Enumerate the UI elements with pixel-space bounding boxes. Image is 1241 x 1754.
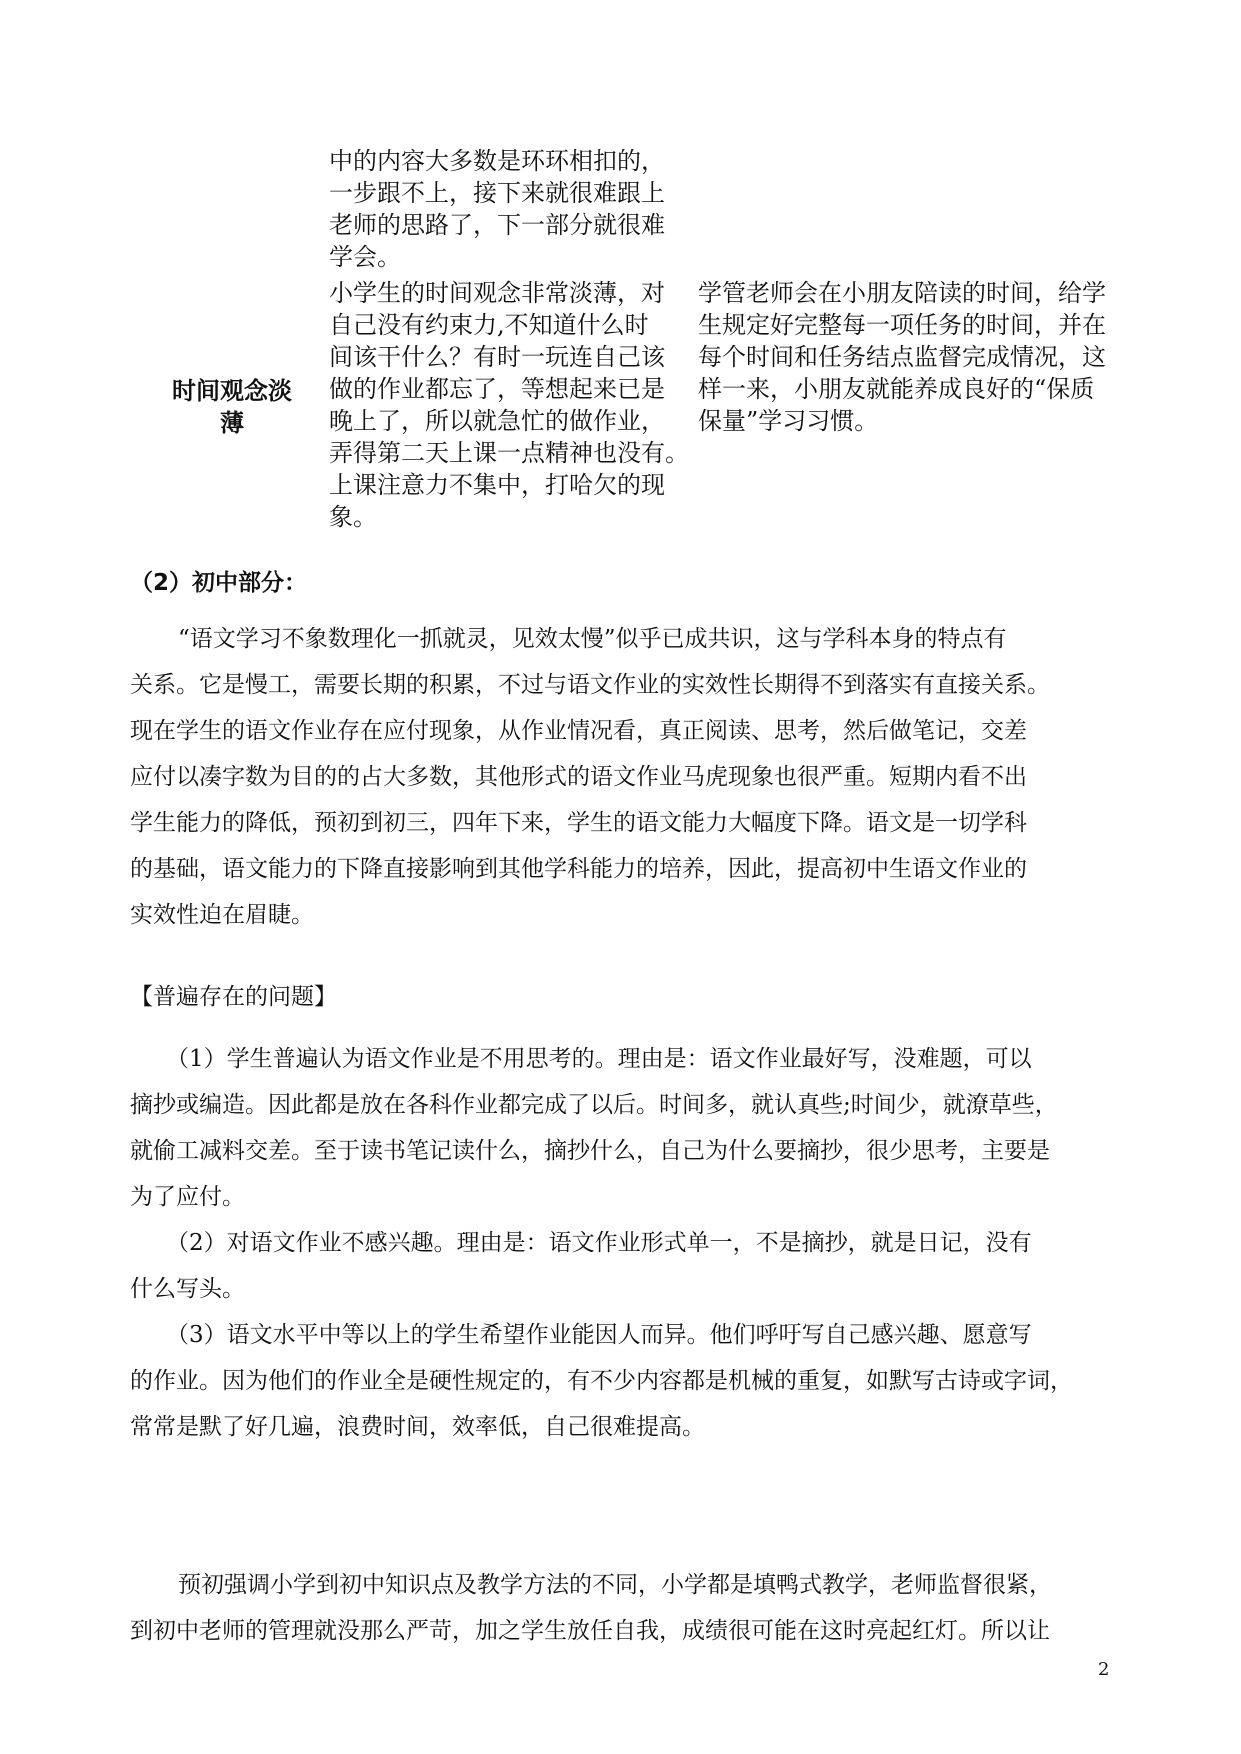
table-cell-line: 小学生的时间观念非常淡薄，对 [329,279,665,307]
paragraph-line: 什么写头。 [130,1276,245,1302]
table-cell-line: 做的作业都忘了，等想起来已是 [329,375,665,403]
paragraph-line: 现在学生的语文作业存在应付现象，从作业情况看，真正阅读、思考，然后做笔记，交差 [130,718,1027,744]
table-solution-cell [698,277,1106,437]
paragraph-line: 摘抄或编造。因此都是放在各科作业都完成了以后。时间多，就认真些;时间少，就潦草些， [130,1092,1058,1118]
paragraph-line: “语文学习不象数理化一抓就灵，见效太慢”似乎已成共识，这与学科本身的特点有 [178,626,1007,652]
table-cell-line: 保量”学习习惯。 [698,407,879,435]
table-cell-line: 学会。 [329,243,401,271]
table-cell-line: 象。 [329,503,377,531]
table-cell-line: 样一来，小朋友就能养成良好的“保质 [698,375,1095,403]
paragraph-line: 应付以凑字数为目的的占大多数，其他形式的语文作业马虎现象也很严重。短期内看不出 [130,764,1027,790]
table-cell-line: 一步跟不上，接下来就很难跟上 [329,179,665,207]
paragraph-line: 就偷工减料交差。至于读书笔记读什么，摘抄什么，自己为什么要摘抄，很少思考，主要是 [130,1138,1050,1164]
paragraph-line: （3）语文水平中等以上的学生希望作业能因人而异。他们呼吁写自己感兴趣、愿意写 [166,1322,1032,1348]
page-number: 2 [1098,1659,1110,1680]
table-cell-line: 上课注意力不集中，打哈欠的现 [329,471,665,499]
paragraph-line: （2）对语文作业不感兴趣。理由是：语文作业形式单一，不是摘抄，就是日记，没有 [166,1230,1032,1256]
table-cell-line: 学管老师会在小朋友陪读的时间，给学 [698,279,1106,307]
problem-item [130,1036,1120,1220]
paragraph-line: 学生能力的降低，预初到初三，四年下来，学生的语文能力大幅度下降。语文是一切学科 [130,810,1027,836]
table-cell-line: 弄得第二天上课一点精神也没有。 [329,439,689,467]
paragraph-line: 常常是默了好几遍，浪费时间，效率低，自己很难提高。 [130,1414,705,1440]
table-cell-line: 老师的思路了，下一部分就很难 [329,211,665,239]
table-continued-issue-cell [329,145,665,273]
problems-list [130,1036,1120,1450]
table-cell-line: 间该干什么？有时一玩连自己该 [329,343,665,371]
paragraph-line: 到初中老师的管理就没那么严苛，加之学生放任自我，成绩很可能在这时亮起红灯。所以让 [130,1618,1050,1644]
paragraph-line: 为了应付。 [130,1184,245,1210]
paragraph-line: （1）学生普遍认为语文作业是不用思考的。理由是：语文作业最好写，没难题，可以 [166,1046,1032,1072]
problem-item [130,1312,1120,1450]
paragraph-line: 预初强调小学到初中知识点及教学方法的不同，小学都是填鸭式教学，老师监督很紧， [178,1572,1052,1598]
paragraph-line: 关系。它是慢工，需要长期的积累，不过与语文作业的实效性长期得不到落实有直接关系。 [130,672,1050,698]
problems-heading: 【普遍存在的问题】 [130,984,337,1010]
table-issue-cell [329,277,689,533]
paragraph-line: 实效性迫在眉睫。 [130,902,314,928]
table-label-line: 薄 [220,409,244,437]
table-cell-line: 自己没有约束力,不知道什么时 [329,311,649,339]
table-cell-line: 中的内容大多数是环环相扣的， [329,147,665,175]
problem-item [130,1220,1120,1312]
section-heading: （2）初中部分： [130,570,308,596]
table-cell-line: 每个时间和任务结点监督完成情况，这 [698,343,1106,371]
table-label-line: 时间观念淡 [172,377,292,405]
table-cell-line: 晚上了，所以就急忙的做作业， [329,407,665,435]
intro-paragraph [130,616,1120,938]
paragraph-line: 的基础，语文能力的下降直接影响到其他学科能力的培养，因此，提高初中生语文作业的 [130,856,1027,882]
table-row-label [162,375,302,439]
paragraph-line: 的作业。因为他们的作业全是硬性规定的，有不少内容都是机械的重复，如默写古诗或字词， [130,1368,1073,1394]
table-cell-line: 生规定好完整每一项任务的时间，并在 [698,311,1106,339]
closing-paragraph [130,1562,1120,1654]
